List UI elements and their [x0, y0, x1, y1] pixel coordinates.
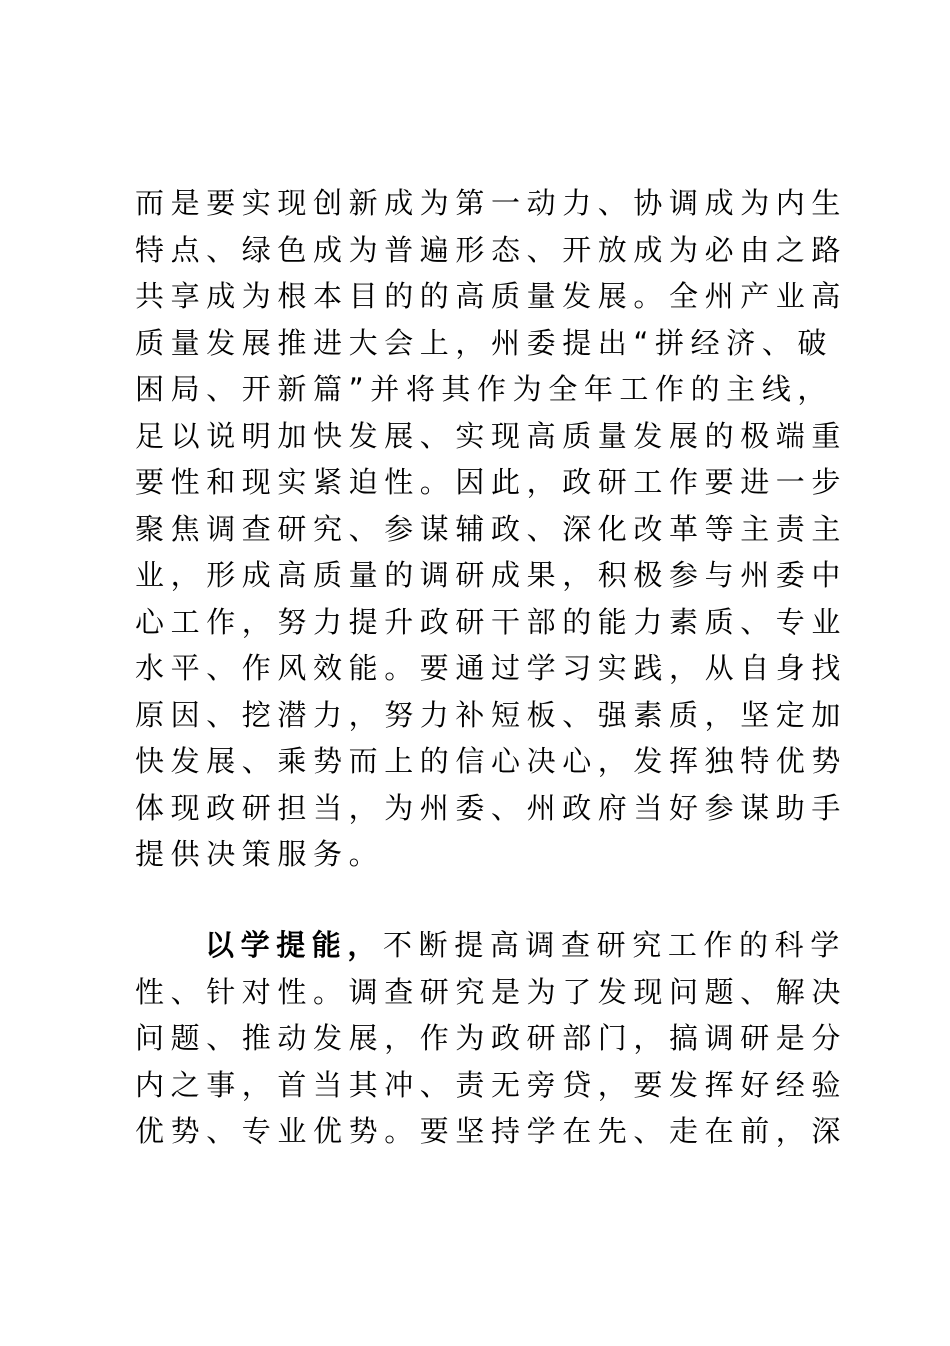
paragraph-1-line: 困局、开新篇”并将其作为全年工作的主线， — [135, 372, 834, 406]
paragraph-1-line: 体现政研担当，为州委、州政府当好参谋助手 — [135, 790, 848, 825]
paragraph-1-line: 心工作，努力提升政研干部的能力素质、专业 — [135, 604, 848, 639]
paragraph-2-line: 问题、推动发展，作为政研部门，搞调研是分 — [135, 1021, 848, 1055]
paragraph-2 — [135, 922, 848, 1155]
paragraph-1-line: 特点、绿色成为普遍形态、开放成为必由之路 — [135, 232, 848, 267]
paragraph-1-line: 提供决策服务。 — [135, 837, 385, 871]
paragraph-1-line: 要性和现实紧迫性。因此，政研工作要进一步 — [135, 465, 848, 499]
paragraph-1-line: 聚焦调查研究、参谋辅政、深化改革等主责主 — [135, 511, 848, 546]
paragraph-2-line: 优势、专业优势。要坚持学在先、走在前，深 — [135, 1114, 848, 1148]
paragraph-1-line: 快发展、乘势而上的信心决心，发挥独特优势 — [135, 744, 848, 778]
paragraph-1-line: 共享成为根本目的的高质量发展。全州产业高 — [135, 279, 848, 313]
paragraph-1-line: 业，形成高质量的调研成果，积极参与州委中 — [135, 558, 848, 592]
paragraph-1-line: 质量发展推进大会上，州委提出“拼经济、破 — [135, 325, 834, 360]
paragraph-2-line: 内之事，首当其冲、责无旁贷，要发挥好经验 — [135, 1067, 848, 1102]
paragraph-2-first-line — [135, 922, 846, 969]
paragraph-1 — [135, 180, 848, 878]
paragraph-2-line: 性、针对性。调查研究是为了发现问题、解决 — [135, 974, 848, 1009]
paragraph-1-line: 足以说明加快发展、实现高质量发展的极端重 — [135, 418, 848, 453]
paragraph-1-line: 原因、挖潜力，努力补短板、强素质，坚定加 — [135, 697, 848, 732]
paragraph-1-line: 水平、作风效能。要通过学习实践，从自身找 — [135, 651, 848, 685]
paragraph-1-line: 而是要实现创新成为第一动力、协调成为内生 — [135, 186, 848, 220]
section-lead-heading: 以学提能， — [205, 928, 384, 962]
paragraph-2-first-line-text: 不断提高调查研究工作的科学 — [383, 928, 846, 962]
